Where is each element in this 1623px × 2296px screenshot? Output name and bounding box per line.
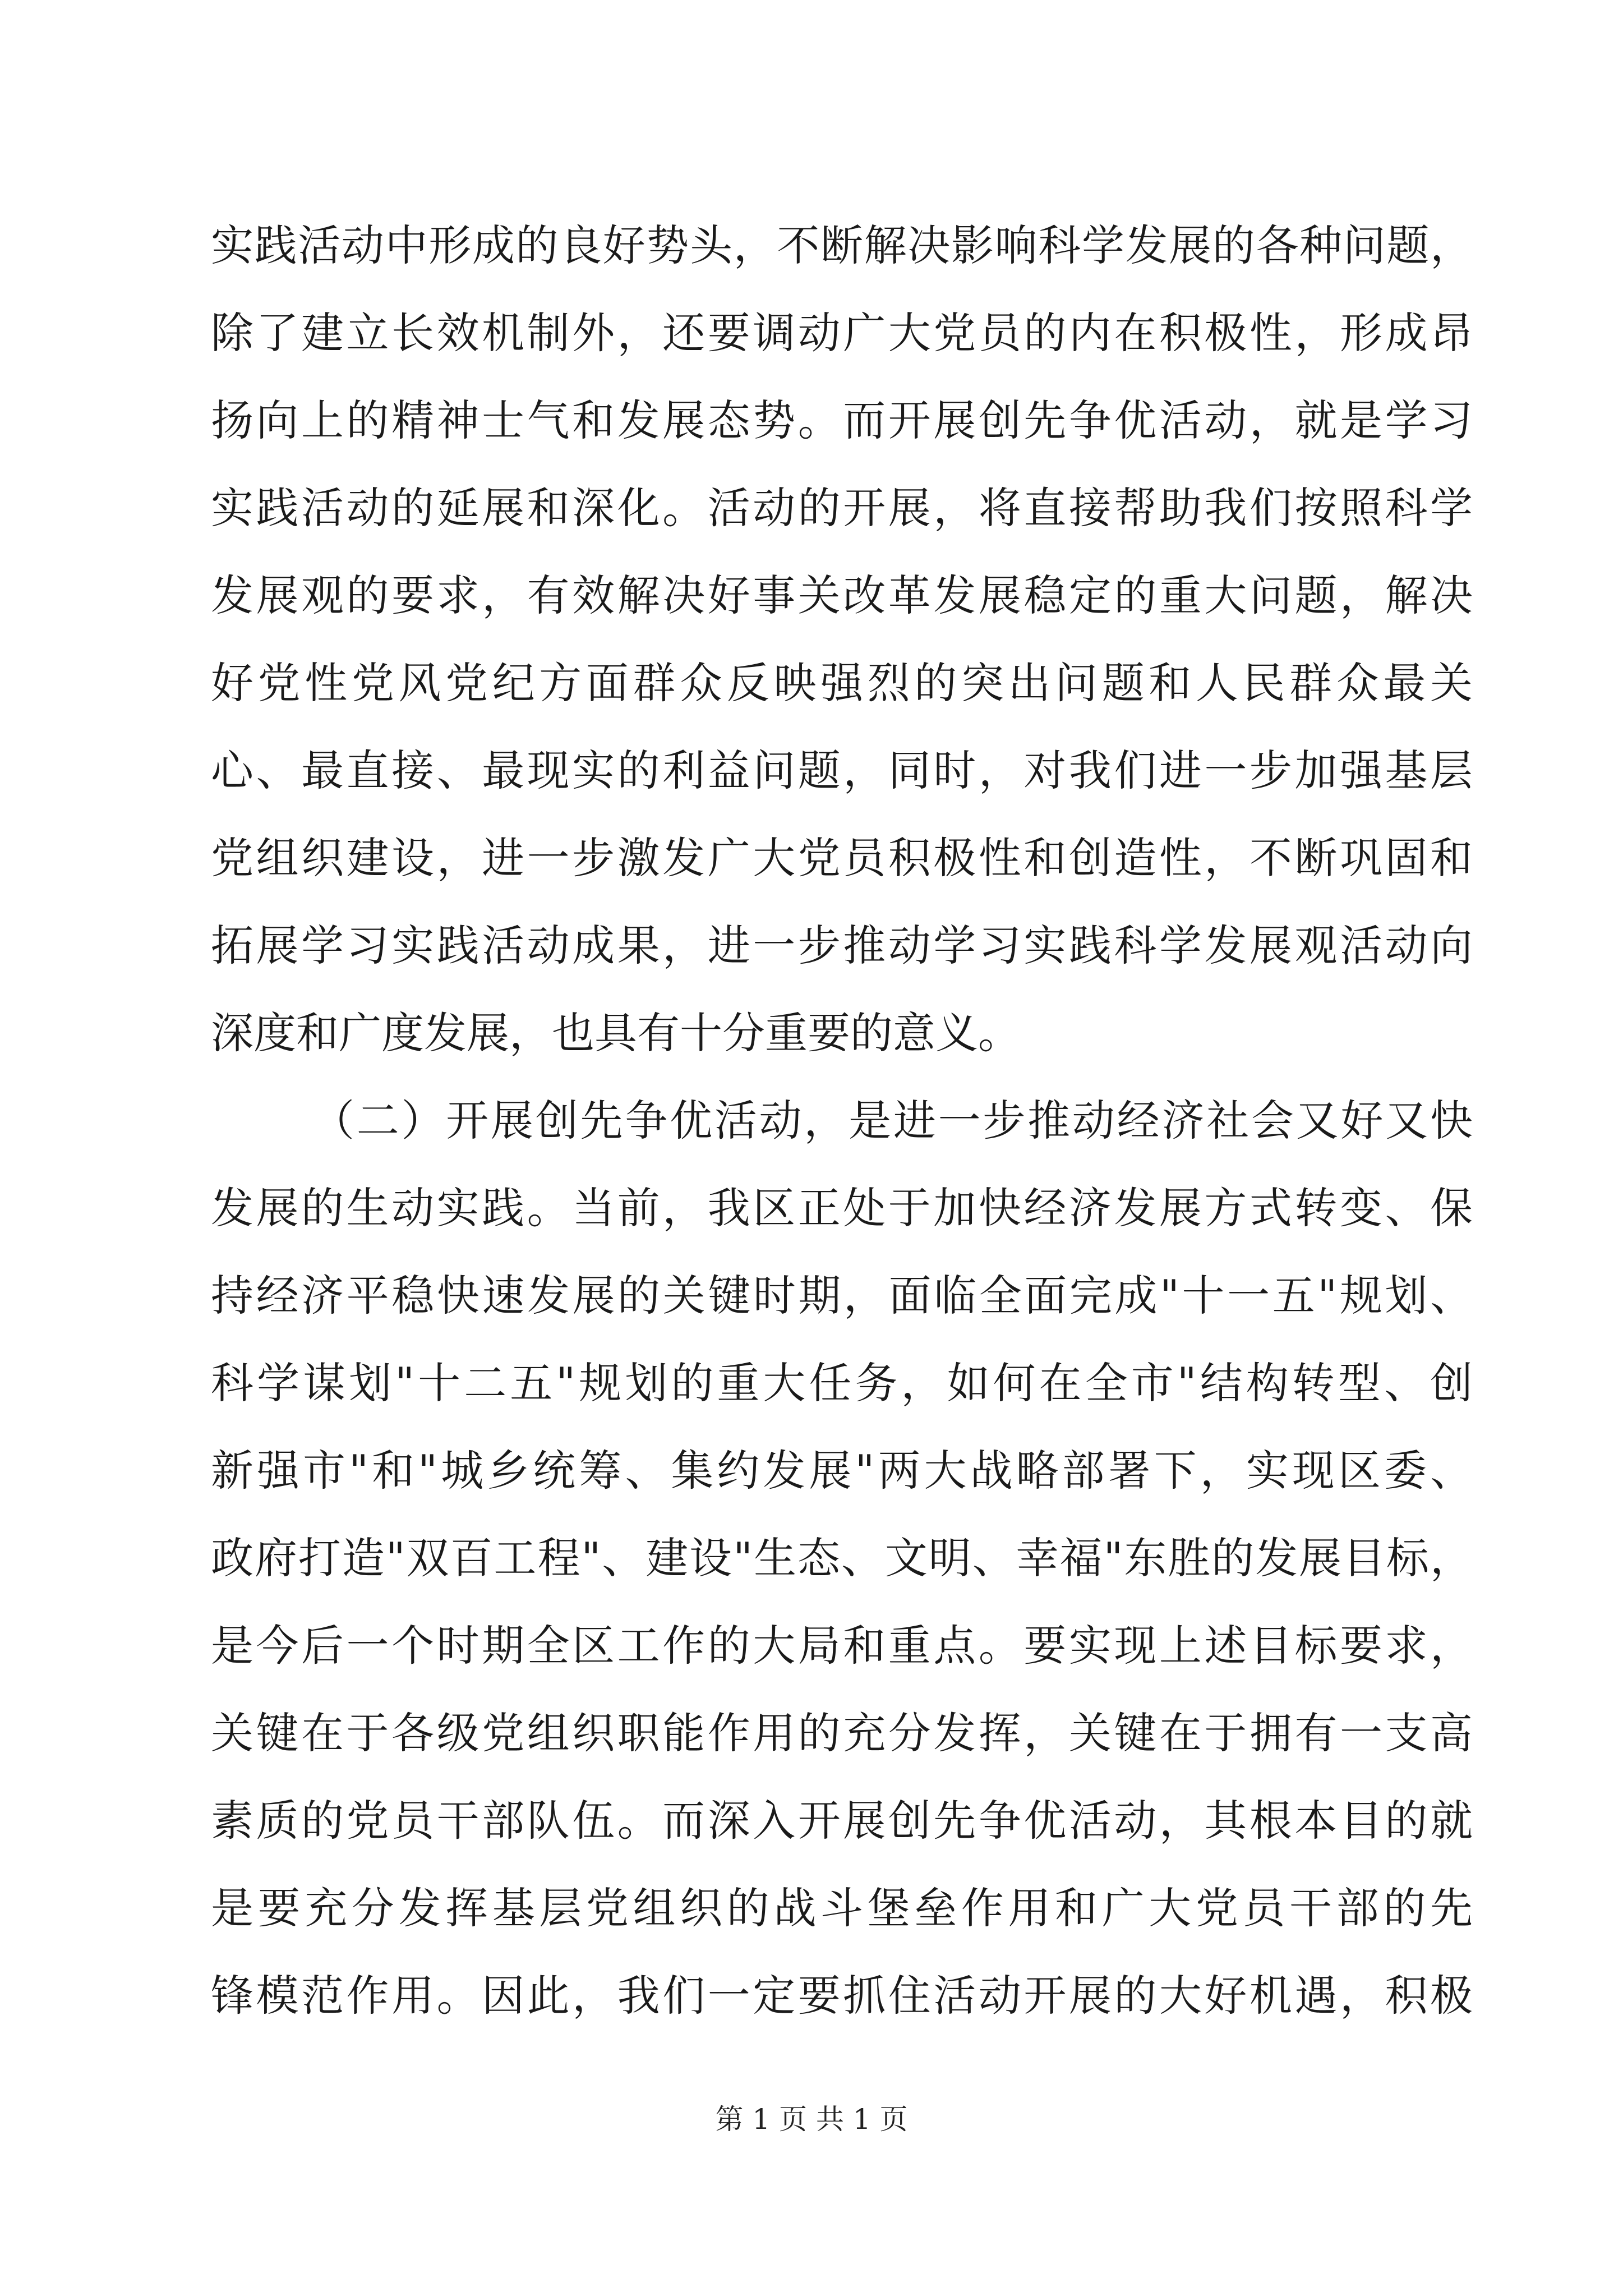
section-heading-line: （二）开展创先争优活动，是进一步推动经济社会又好又快 <box>312 1096 1473 1145</box>
text-line: 除了建立长效机制外，还要调动广大党员的内在积极性，形成昂 <box>211 308 1473 358</box>
text-line: 党组织建设，进一步激发广大党员积极性和创造性，不断巩固和 <box>211 833 1473 883</box>
text-line: 锋模范作用。因此，我们一定要抓住活动开展的大好机遇，积极 <box>211 1971 1473 2021</box>
page-number-footer: 第 1 页 共 1 页 <box>715 2103 908 2136</box>
text-line: 持经济平稳快速发展的关键时期，面临全面完成"十一五"规划、 <box>211 1271 1473 1320</box>
text-line: 素质的党员干部队伍。而深入开展创先争优活动，其根本目的就 <box>211 1796 1473 1846</box>
text-line: 发展观的要求，有效解决好事关改革发展稳定的重大问题，解决 <box>211 570 1473 620</box>
text-line: 扬向上的精神士气和发展态势。而开展创先争优活动，就是学习 <box>211 395 1473 445</box>
text-line: 实践活动的延展和深化。活动的开展，将直接帮助我们按照科学 <box>211 483 1473 533</box>
text-line: 好党性党风党纪方面群众反映强烈的突出问题和人民群众最关 <box>211 658 1473 708</box>
text-line: 实践活动中形成的良好势头，不断解决影响科学发展的各种问题， <box>211 220 1473 270</box>
text-line: 新强市"和"城乡统筹、集约发展"两大战略部署下，实现区委、 <box>211 1446 1473 1496</box>
text-line: 政府打造"双百工程"、建设"生态、文明、幸福"东胜的发展目标， <box>211 1533 1473 1583</box>
text-line: 科学谋划"十二五"规划的重大任务，如何在全市"结构转型、创 <box>211 1358 1473 1408</box>
document-body <box>211 202 1473 2040</box>
text-line: 是要充分发挥基层党组织的战斗堡垒作用和广大党员干部的先 <box>211 1883 1473 1933</box>
text-line: 拓展学习实践活动成果，进一步推动学习实践科学发展观活动向 <box>211 921 1473 970</box>
text-line: 关键在于各级党组织职能作用的充分发挥，关键在于拥有一支高 <box>211 1708 1473 1758</box>
text-line: 深度和广度发展，也具有十分重要的意义。 <box>211 1008 1021 1058</box>
text-line: 是今后一个时期全区工作的大局和重点。要实现上述目标要求， <box>211 1621 1473 1671</box>
text-line: 发展的生动实践。当前，我区正处于加快经济发展方式转变、保 <box>211 1183 1473 1233</box>
text-line: 心、最直接、最现实的利益问题，同时，对我们进一步加强基层 <box>211 746 1473 795</box>
